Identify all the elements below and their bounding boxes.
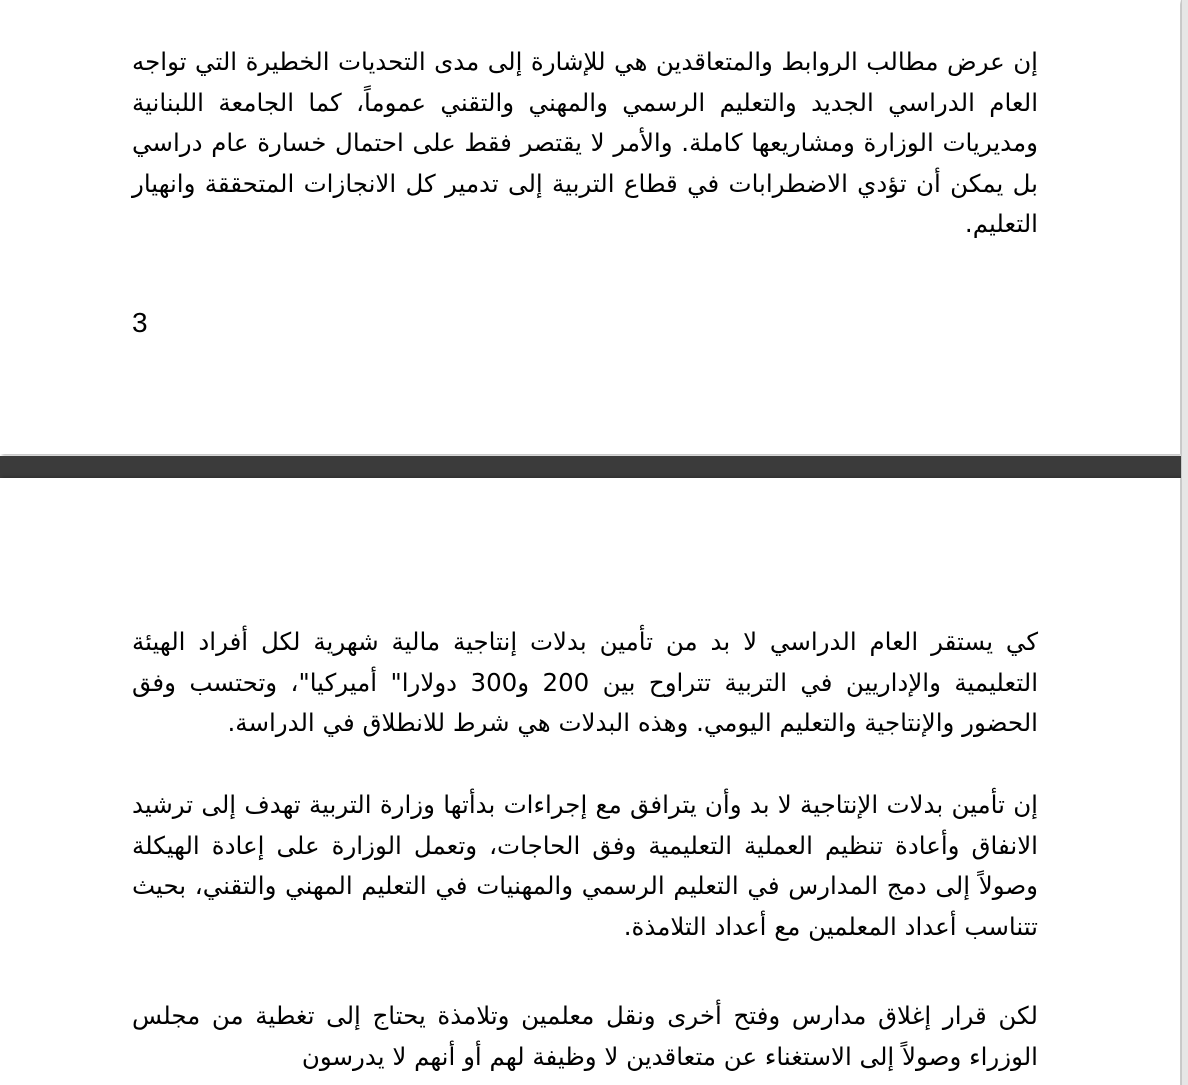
document-page-2 — [0, 478, 1180, 1085]
document-page-1 — [0, 0, 1180, 454]
vertical-scrollbar[interactable] — [1181, 0, 1188, 1085]
page-2-paragraph-2: إن تأمين بدلات الإنتاجية لا بد وأن يترافق مع إجراءات بدأتها وزارة التربية تهدف إلى ترشيد الانفاق وأعادة تنظيم العملية التعليمية وفق الحاجات، وتعمل الوزارة على إعادة الهيكلة وصولاً إلى دمج المدارس في التعليم الرسمي والمهنيات في التعليم المهني والتقني، بحيث تتناسب أعداد المعلمين مع أعداد التلامذة. — [132, 790, 1038, 941]
page-2-paragraph-3: لكن قرار إغلاق مدارس وفتح أخرى ونقل معلمين وتلامذة يحتاج إلى تغطية من مجلس الوزراء وصولاً إلى الاستغناء عن متعاقدين لا وظيفة لهم أو أنهم لا يدرسون — [132, 1001, 1038, 1071]
page-separator — [0, 456, 1188, 478]
page-2-paragraph-1: كي يستقر العام الدراسي لا بد من تأمين بدلات إنتاجية مالية شهرية لكل أفراد الهيئة التعليمية والإداريين في التربية تتراوح بين 200 و300 دولارا" أميركيا"، وتحتسب وفق الحضور والإنتاجية والتعليم اليومي. وهذه البدلات هي شرط للانطلاق في الدراسة. — [132, 627, 1039, 738]
page-number: 3 — [132, 307, 148, 338]
page-1-paragraph-1: إن عرض مطالب الروابط والمتعاقدين هي للإشارة إلى مدى التحديات الخطيرة التي تواجه العام الدراسي الجديد والتعليم الرسمي والمهني والتقني عموماً، كما الجامعة اللبنانية ومديريات الوزارة ومشاريعها كاملة. والأمر لا يقتصر فقط على احتمال خسارة عام دراسي بل يمكن أن تؤدي الاضطرابات في قطاع التربية إلى تدمير كل الانجازات المتحققة وانهيار التعليم. — [132, 47, 1038, 239]
